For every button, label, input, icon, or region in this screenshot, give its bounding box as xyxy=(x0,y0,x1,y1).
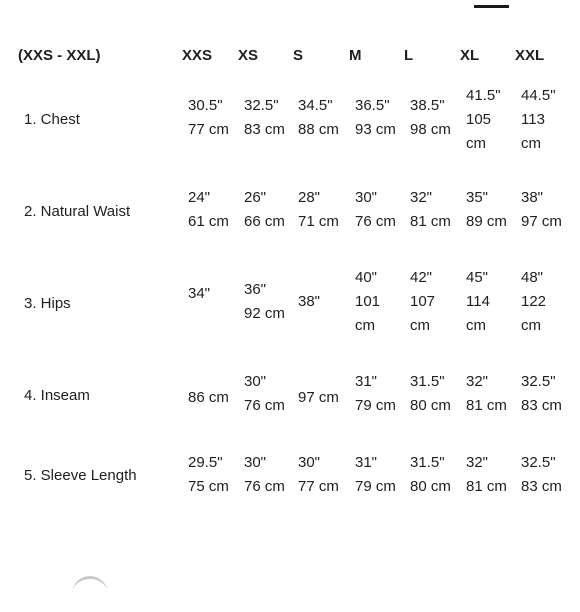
measurement-value: 40" xyxy=(355,269,378,286)
measurement-value: 92 cm xyxy=(244,305,285,322)
measurement-cell xyxy=(298,451,339,499)
measurement-cell xyxy=(298,290,320,314)
measurement-value: cm xyxy=(466,317,486,334)
measurement-value: 105 xyxy=(466,111,492,128)
measurement-cell xyxy=(410,186,451,234)
measurement-value: 97 cm xyxy=(298,389,339,406)
measurement-value: 81 cm xyxy=(466,478,507,495)
measurement-value: 30" xyxy=(355,189,378,206)
measurement-value: 32" xyxy=(410,189,433,206)
measurement-value: 122 xyxy=(521,293,547,310)
measurement-value: 38" xyxy=(298,293,321,310)
measurement-value: 28" xyxy=(298,189,321,206)
measurement-value: 38.5" xyxy=(410,97,445,114)
measurement-value: 77 cm xyxy=(188,121,229,138)
measurement-cell xyxy=(244,278,285,326)
measurement-value: cm xyxy=(521,317,541,334)
measurement-value: 31.5" xyxy=(410,454,445,471)
measurement-value: 32" xyxy=(466,373,489,390)
measurement-value: 42" xyxy=(410,269,433,286)
size-header-xxl: XXL xyxy=(515,47,545,64)
measurement-value: 76 cm xyxy=(244,478,285,495)
measurement-cell xyxy=(188,282,210,306)
measurement-value: 77 cm xyxy=(298,478,339,495)
measurement-value: 31.5" xyxy=(410,373,445,390)
measurement-cell xyxy=(298,386,339,410)
measurement-value: 80 cm xyxy=(410,397,451,414)
measurement-cell xyxy=(355,94,396,142)
measurement-value: 34" xyxy=(188,285,211,302)
measurement-value: 97 cm xyxy=(521,213,562,230)
measurement-label: 2. Natural Waist xyxy=(24,203,131,220)
measurement-value: 89 cm xyxy=(466,213,507,230)
measurement-value: 30" xyxy=(244,454,267,471)
measurement-value: 88 cm xyxy=(298,121,339,138)
measurement-cell xyxy=(188,386,229,410)
size-header-xxs: XXS xyxy=(182,47,213,64)
size-range-label: (XXS - XXL) xyxy=(18,47,101,64)
measurement-value: 30" xyxy=(298,454,321,471)
measurement-value: 83 cm xyxy=(521,397,562,414)
measurement-cell xyxy=(466,186,507,234)
measurement-cell xyxy=(410,266,435,338)
measurement-value: 44.5" xyxy=(521,87,556,104)
measurement-value: cm xyxy=(355,317,375,334)
measurement-cell xyxy=(244,186,285,234)
measurement-value: 71 cm xyxy=(298,213,339,230)
measurement-label: 4. Inseam xyxy=(24,387,90,404)
measurement-value: 38" xyxy=(521,189,544,206)
measurement-label: 3. Hips xyxy=(24,295,71,312)
measurement-cell xyxy=(521,186,562,234)
measurement-cell xyxy=(355,370,396,418)
measurement-value: 98 cm xyxy=(410,121,451,138)
size-header-l: L xyxy=(404,47,414,64)
measurement-value: 32.5" xyxy=(521,454,556,471)
measurement-value: 30.5" xyxy=(188,97,223,114)
measurement-cell xyxy=(410,451,451,499)
measurement-value: 79 cm xyxy=(355,397,396,414)
size-header-s: S xyxy=(293,47,304,64)
measurement-value: 30" xyxy=(244,373,267,390)
measurement-label: 5. Sleeve Length xyxy=(24,467,137,484)
measurement-cell xyxy=(188,451,229,499)
measurement-value: cm xyxy=(521,135,541,152)
measurement-value: 31" xyxy=(355,373,378,390)
measurement-cell xyxy=(521,370,562,418)
measurement-cell xyxy=(298,186,339,234)
measurement-value: 29.5" xyxy=(188,454,223,471)
measurement-value: 31" xyxy=(355,454,378,471)
measurement-value: 76 cm xyxy=(244,397,285,414)
measurement-value: 32.5" xyxy=(244,97,279,114)
measurement-value: 61 cm xyxy=(188,213,229,230)
measurement-value: 41.5" xyxy=(466,87,501,104)
measurement-cell xyxy=(466,84,501,156)
measurement-value: 101 xyxy=(355,293,381,310)
measurement-value: 81 cm xyxy=(466,397,507,414)
measurement-cell xyxy=(298,94,339,142)
measurement-value: 75 cm xyxy=(188,478,229,495)
measurement-cell xyxy=(521,266,546,338)
measurement-value: 26" xyxy=(244,189,267,206)
measurement-value: 66 cm xyxy=(244,213,285,230)
measurement-value: 83 cm xyxy=(244,121,285,138)
size-header-xs: XS xyxy=(238,47,259,64)
measurement-cell xyxy=(410,94,451,142)
scroll-indicator xyxy=(72,576,108,612)
measurement-cell xyxy=(188,186,229,234)
measurement-value: 80 cm xyxy=(410,478,451,495)
measurement-value: 48" xyxy=(521,269,544,286)
measurement-cell xyxy=(355,266,380,338)
measurement-value: 32.5" xyxy=(521,373,556,390)
measurement-cell xyxy=(466,370,507,418)
measurement-cell xyxy=(355,451,396,499)
measurement-value: 81 cm xyxy=(410,213,451,230)
measurement-value: 107 xyxy=(410,293,436,310)
measurement-cell xyxy=(355,186,396,234)
measurement-cell xyxy=(244,451,285,499)
measurement-value: 34.5" xyxy=(298,97,333,114)
measurement-value: 113 xyxy=(521,111,545,128)
measurement-value: 35" xyxy=(466,189,489,206)
measurement-cell xyxy=(521,451,562,499)
measurement-cell xyxy=(466,451,507,499)
measurement-value: 32" xyxy=(466,454,489,471)
measurement-value: 76 cm xyxy=(355,213,396,230)
size-header-m: M xyxy=(349,47,362,64)
measurement-value: 114 xyxy=(466,293,490,310)
size-header-xl: XL xyxy=(460,47,480,64)
measurement-value: 24" xyxy=(188,189,211,206)
measurement-value: 86 cm xyxy=(188,389,229,406)
measurement-value: 93 cm xyxy=(355,121,396,138)
measurement-value: 36" xyxy=(244,281,267,298)
measurement-value: cm xyxy=(410,317,430,334)
measurement-label: 1. Chest xyxy=(24,111,80,128)
measurement-cell xyxy=(466,266,490,338)
measurement-cell xyxy=(521,84,556,156)
measurement-value: 45" xyxy=(466,269,489,286)
measurement-value: 36.5" xyxy=(355,97,390,114)
measurement-value: 83 cm xyxy=(521,478,562,495)
measurement-value: cm xyxy=(466,135,486,152)
measurement-cell xyxy=(410,370,451,418)
measurement-cell xyxy=(244,370,285,418)
measurement-value: 79 cm xyxy=(355,478,396,495)
measurement-cell xyxy=(188,94,229,142)
measurement-cell xyxy=(244,94,285,142)
